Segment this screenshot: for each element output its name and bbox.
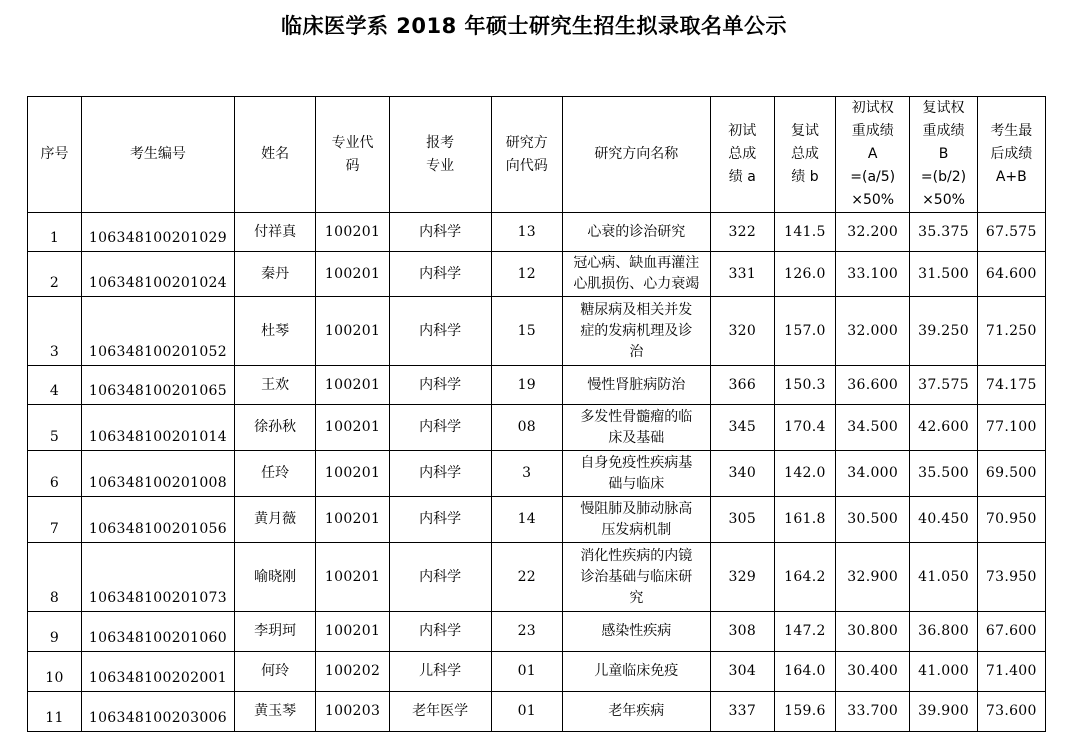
cell-weighted-prelim: 32.900 [836,543,910,612]
table-row [28,252,1046,297]
cell-seq: 10 [28,652,82,692]
header-final-score: 考生最 后成绩 A+B [977,97,1045,213]
cell-final-score: 71.400 [977,652,1045,692]
cell-prelim-score: 331 [710,252,774,297]
cell-final-score: 77.100 [977,405,1045,451]
direction-name-line: 心肌损伤、心力衰竭 [573,276,700,292]
cell-final-score: 67.600 [977,612,1045,652]
cell-weighted-retest: 37.575 [910,366,977,405]
cell-name: 秦丹 [234,252,316,297]
cell-weighted-retest: 39.900 [910,692,977,732]
cell-weighted-prelim: 36.600 [836,366,910,405]
cell-name: 杜琴 [234,297,316,366]
cell-direction-code: 22 [491,543,562,612]
direction-name-line: 糖尿病及相关并发 [580,301,693,318]
cell-name: 黄玉琴 [234,692,316,732]
cell-exam-id: 106348100201008 [82,451,235,497]
table-row [28,213,1046,252]
cell-prelim-score: 308 [710,612,774,652]
direction-name-line: 症的发病机理及诊 [580,322,693,339]
cell-final-score: 70.950 [977,497,1045,543]
cell-seq: 2 [28,252,82,297]
cell-direction-code: 01 [491,652,562,692]
cell-major-code: 100201 [316,366,389,405]
cell-weighted-retest: 35.375 [910,213,977,252]
cell-seq: 6 [28,451,82,497]
cell-prelim-score: 320 [710,297,774,366]
cell-major-code: 100201 [316,497,389,543]
cell-name: 徐孙秋 [234,405,316,451]
cell-weighted-retest: 41.000 [910,652,977,692]
direction-name-line: 儿童临床免疫 [594,663,679,679]
direction-name-line: 多发性骨髓瘤的临 [580,408,693,425]
cell-weighted-prelim: 33.700 [836,692,910,732]
cell-exam-id: 106348100201014 [82,405,235,451]
cell-prelim-score: 337 [710,692,774,732]
cell-major: 内科学 [389,252,491,297]
header-major-code: 专业代 码 [316,97,389,213]
header-row [28,97,1046,213]
header-major: 报考 专业 [389,97,491,213]
page-title: 临床医学系 2018 年硕士研究生招生拟录取名单公示 [280,14,788,38]
header-prelim-score: 初试 总成 绩 a [710,97,774,213]
cell-major: 儿科学 [389,652,491,692]
cell-seq: 7 [28,497,82,543]
direction-name-line: 础与临床 [608,475,665,492]
cell-name: 付祥真 [234,213,316,252]
table-row [28,612,1046,652]
cell-weighted-retest: 41.050 [910,543,977,612]
table-row [28,652,1046,692]
direction-name-line: 心衰的诊治研究 [587,223,686,240]
cell-retest-score: 164.2 [774,543,835,612]
cell-prelim-score: 366 [710,366,774,405]
cell-weighted-prelim: 32.000 [836,297,910,366]
cell-retest-score: 126.0 [774,252,835,297]
cell-direction-name [562,612,710,652]
header-direction-name: 研究方向名称 [562,97,710,213]
cell-retest-score: 142.0 [774,451,835,497]
cell-weighted-retest: 36.800 [910,612,977,652]
direction-name-line: 消化性疾病的内镜 [580,547,693,564]
direction-name-line: 老年疾病 [608,703,665,719]
cell-direction-code: 19 [491,366,562,405]
cell-direction-code: 15 [491,297,562,366]
direction-name-line: 治 [629,343,644,360]
cell-prelim-score: 322 [710,213,774,252]
cell-exam-id: 106348100201056 [82,497,235,543]
cell-weighted-prelim: 34.500 [836,405,910,451]
cell-weighted-retest: 31.500 [910,252,977,297]
cell-direction-code: 08 [491,405,562,451]
cell-weighted-prelim: 32.200 [836,213,910,252]
cell-major: 内科学 [389,297,491,366]
cell-major-code: 100201 [316,252,389,297]
cell-name: 李玥珂 [234,612,316,652]
cell-major: 内科学 [389,213,491,252]
cell-major: 内科学 [389,366,491,405]
direction-name-line: 感染性疾病 [601,623,672,639]
cell-final-score: 73.950 [977,543,1045,612]
cell-weighted-prelim: 30.400 [836,652,910,692]
cell-retest-score: 159.6 [774,692,835,732]
cell-weighted-retest: 42.600 [910,405,977,451]
direction-name-line: 压发病机制 [601,521,672,538]
table-row [28,366,1046,405]
cell-weighted-retest: 39.250 [910,297,977,366]
table-row [28,451,1046,497]
cell-prelim-score: 329 [710,543,774,612]
cell-exam-id: 106348100202001 [82,652,235,692]
cell-name: 黄月薇 [234,497,316,543]
cell-major-code: 100201 [316,543,389,612]
direction-name-line: 自身免疫性疾病基 [580,454,693,471]
cell-direction-code: 12 [491,252,562,297]
cell-direction-code: 13 [491,213,562,252]
cell-major-code: 100202 [316,652,389,692]
header-name: 姓名 [234,97,316,213]
cell-retest-score: 170.4 [774,405,835,451]
cell-direction-code: 3 [491,451,562,497]
direction-name-line: 究 [629,589,644,606]
cell-major-code: 100203 [316,692,389,732]
cell-direction-name [562,297,710,366]
cell-direction-name [562,405,710,451]
table-row [28,692,1046,732]
cell-major: 内科学 [389,497,491,543]
cell-weighted-prelim: 30.800 [836,612,910,652]
cell-direction-name [562,252,710,297]
cell-major: 内科学 [389,543,491,612]
cell-major: 内科学 [389,612,491,652]
cell-retest-score: 161.8 [774,497,835,543]
header-direction-code: 研究方 向代码 [491,97,562,213]
cell-weighted-retest: 35.500 [910,451,977,497]
cell-major-code: 100201 [316,612,389,652]
cell-major: 老年医学 [389,692,491,732]
cell-seq: 5 [28,405,82,451]
cell-weighted-prelim: 30.500 [836,497,910,543]
cell-final-score: 74.175 [977,366,1045,405]
cell-final-score: 67.575 [977,213,1045,252]
cell-seq: 4 [28,366,82,405]
cell-direction-name [562,213,710,252]
direction-name-line: 冠心病、缺血再灌注 [573,255,700,271]
table-row [28,297,1046,366]
cell-name: 喻晓刚 [234,543,316,612]
cell-name: 何玲 [234,652,316,692]
cell-weighted-prelim: 34.000 [836,451,910,497]
cell-exam-id: 106348100203006 [82,692,235,732]
cell-major: 内科学 [389,405,491,451]
header-exam-id: 考生编号 [82,97,235,213]
cell-seq: 11 [28,692,82,732]
header-weighted-retest: 复试权 重成绩 B =(b/2) ×50% [910,97,977,213]
cell-retest-score: 147.2 [774,612,835,652]
cell-direction-code: 14 [491,497,562,543]
cell-direction-name [562,366,710,405]
cell-retest-score: 164.0 [774,652,835,692]
cell-prelim-score: 305 [710,497,774,543]
direction-name-line: 诊治基础与临床研 [580,568,693,585]
cell-direction-name [562,451,710,497]
cell-retest-score: 157.0 [774,297,835,366]
cell-major-code: 100201 [316,297,389,366]
cell-final-score: 64.600 [977,252,1045,297]
cell-direction-name [562,692,710,732]
header-retest-score: 复试 总成 绩 b [774,97,835,213]
table-row [28,405,1046,451]
cell-direction-name [562,497,710,543]
table-row [28,543,1046,612]
cell-prelim-score: 340 [710,451,774,497]
cell-retest-score: 150.3 [774,366,835,405]
header-weighted-prelim: 初试权 重成绩 A =(a/5) ×50% [836,97,910,213]
cell-direction-name [562,652,710,692]
direction-name-line: 床及基础 [608,429,665,446]
cell-exam-id: 106348100201024 [82,252,235,297]
header-seq: 序号 [28,97,82,213]
cell-major-code: 100201 [316,213,389,252]
cell-prelim-score: 345 [710,405,774,451]
cell-seq: 1 [28,213,82,252]
cell-final-score: 71.250 [977,297,1045,366]
cell-prelim-score: 304 [710,652,774,692]
admission-table [27,96,1046,732]
direction-name-line: 慢阻肺及肺动脉高 [580,500,693,517]
cell-weighted-retest: 40.450 [910,497,977,543]
cell-major-code: 100201 [316,451,389,497]
cell-retest-score: 141.5 [774,213,835,252]
cell-major-code: 100201 [316,405,389,451]
cell-seq: 8 [28,543,82,612]
cell-exam-id: 106348100201073 [82,543,235,612]
cell-exam-id: 106348100201029 [82,213,235,252]
cell-direction-code: 23 [491,612,562,652]
cell-final-score: 69.500 [977,451,1045,497]
direction-name-line: 慢性肾脏病防治 [587,376,686,393]
cell-exam-id: 106348100201060 [82,612,235,652]
cell-exam-id: 106348100201065 [82,366,235,405]
table-row [28,497,1046,543]
cell-final-score: 73.600 [977,692,1045,732]
cell-seq: 9 [28,612,82,652]
cell-direction-code: 01 [491,692,562,732]
cell-direction-name [562,543,710,612]
cell-major: 内科学 [389,451,491,497]
cell-name: 王欢 [234,366,316,405]
cell-name: 任玲 [234,451,316,497]
cell-exam-id: 106348100201052 [82,297,235,366]
cell-seq: 3 [28,297,82,366]
cell-weighted-prelim: 33.100 [836,252,910,297]
